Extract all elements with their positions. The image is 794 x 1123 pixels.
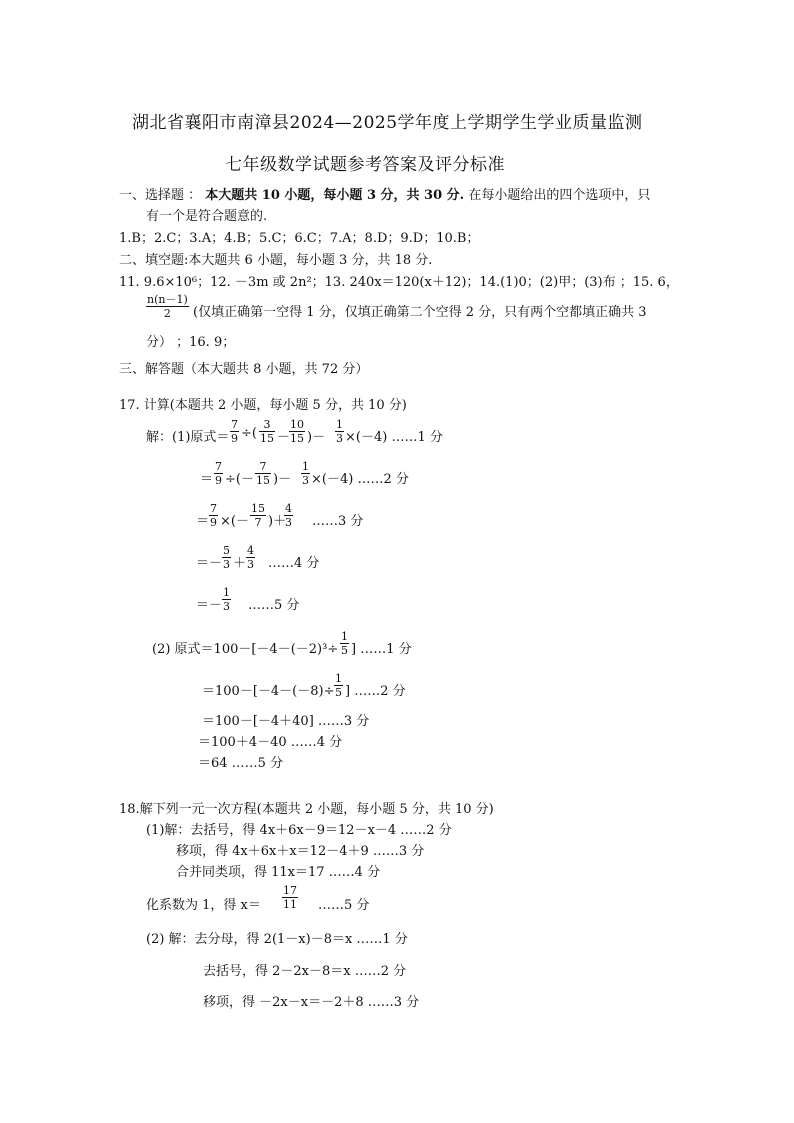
frac-num: 4 — [247, 544, 254, 557]
section3-heading: 三、解答题（本大题共 8 小题，共 72 分） — [119, 362, 369, 377]
q17-s3-b: )＋ — [268, 514, 287, 529]
frac-den: 5 — [335, 686, 342, 699]
q17-heading: 17. 计算(本题共 2 小题，每小题 5 分，共 10 分) — [119, 398, 407, 413]
frac-num: 1 — [336, 418, 343, 431]
frac-den: 3 — [336, 432, 343, 445]
frac-den: 3 — [302, 474, 309, 487]
q18-p1-s4-label: 化系数为 1，得 x＝ — [146, 898, 261, 913]
q18-heading: 18.解下列一元一次方程(本题共 2 小题，每小题 5 分，共 10 分) — [119, 802, 494, 817]
q17-s5-pre: ＝－ — [196, 598, 223, 613]
frac-num: 17 — [283, 884, 297, 897]
q17-s2-c: ×(－4) ……2 分 — [311, 472, 409, 487]
q18-p1-s4-end: ……5 分 — [318, 898, 370, 913]
frac-num: 7 — [210, 502, 217, 515]
frac-num: 7 — [231, 418, 238, 431]
frac-num: 3 — [259, 418, 275, 432]
fraction-7-9 — [214, 460, 223, 487]
fraction-numerator: n(n－1) — [147, 293, 188, 306]
frac-num: 15 — [251, 502, 265, 515]
q18-p1-s3: 合并同类项，得 11x＝17 ……4 分 — [176, 865, 381, 880]
fraction-4-3 — [246, 544, 255, 571]
fraction-1-3 — [335, 418, 344, 445]
q17-s1-d: ×(－4) ……1 分 — [345, 430, 443, 445]
fraction-10-15 — [289, 418, 305, 445]
q18-p1-s2: 移项，得 4x＋6x＋x＝12－4＋9 ……3 分 — [176, 844, 425, 859]
fraction-5-3 — [222, 544, 231, 571]
frac-den: 3 — [247, 558, 254, 571]
q17-p2-s2: ＝100－[－4－(－8)÷ — [202, 684, 335, 699]
document-title: 湖北省襄阳市南漳县2024—2025学年度上学期学生学业质量监测 — [132, 113, 643, 133]
q17-s5-c: ……5 分 — [248, 598, 300, 613]
fraction-7-9 — [230, 418, 239, 445]
q17-p2-s4: ＝100＋4－40 ……4 分 — [198, 735, 343, 750]
frac-num: 1 — [335, 672, 342, 685]
frac-den: 11 — [283, 898, 297, 911]
q17-s2-b: )－ — [273, 472, 292, 487]
frac-den: 9 — [210, 516, 217, 529]
frac-num: 10 — [290, 418, 304, 431]
frac-den: 3 — [223, 558, 230, 571]
fraction-15-7 — [250, 502, 266, 529]
frac-den: 9 — [215, 474, 222, 487]
frac-den: 7 — [254, 516, 262, 529]
section1-heading: 一、选择题 ： — [119, 188, 202, 203]
q17-s2-a: ÷(－ — [225, 472, 254, 487]
q18-p2-s1: (2) 解：去分母，得 2(1－x)－8＝x ……1 分 — [146, 932, 408, 947]
frac-num: 1 — [302, 460, 309, 473]
q17-s3-a: ×(－ — [220, 514, 249, 529]
frac-den: 5 — [341, 644, 348, 657]
frac-den: 3 — [285, 516, 292, 529]
frac-num: 7 — [255, 460, 271, 474]
q17-p2-s5: ＝64 ……5 分 — [198, 756, 284, 771]
q18-p2-s3: 移项，得 －2x－x＝－2＋8 ……3 分 — [203, 995, 420, 1010]
section1-heading-line — [119, 184, 650, 203]
q17-s2-pre: ＝ — [200, 472, 214, 487]
q17-s4-pre: ＝－ — [196, 556, 223, 571]
fraction-denominator: 2 — [163, 307, 171, 320]
section2-line2: (仅填正确第一空得 1 分，仅填正确第二个空得 2 分，只有两个空都填正确共 3 — [193, 305, 647, 320]
fraction-1-3 — [301, 460, 310, 487]
fraction-1-5 — [334, 672, 343, 699]
q17-p2-s3: ＝100－[－4＋40] ……3 分 — [202, 714, 370, 729]
q17-p1-label: 解：(1)原式＝ — [146, 430, 230, 445]
fraction-3-15 — [259, 418, 275, 445]
q17-s3-c: ……3 分 — [312, 514, 364, 529]
frac-num: 1 — [341, 630, 348, 643]
frac-den: 9 — [231, 432, 238, 445]
q17-s1-a: ÷( — [241, 426, 257, 441]
fraction-1-3 — [222, 586, 231, 613]
q18-p1-s1: (1)解：去括号，得 4x＋6x－9＝12－x－4 ……2 分 — [146, 823, 452, 838]
section2-line1: 11. 9.6×10⁶；12. －3m 或 2n²；13. 240x＝120(x＋12)；14.(1)0；(2)甲；(3)布 ；15. 6， — [119, 275, 679, 290]
document-subtitle: 七年级数学试题参考答案及评分标准 — [225, 155, 505, 175]
fraction-4-3 — [284, 502, 293, 529]
section1-answers: 1.B；2.C；3.A；4.B；5.C；6.C；7.A；8.D；9.D；10.B； — [119, 231, 480, 246]
q17-p2-label: (2) 原式＝100－[－4－(－2)³÷ — [152, 642, 339, 657]
section1-desc-bold: 本大题共 10 小题，每小题 3 分，共 30 分. — [205, 188, 465, 203]
frac-den: 15 — [256, 474, 270, 487]
q17-s4-c: ……4 分 — [268, 556, 320, 571]
q17-s1-c: )－ — [307, 430, 326, 445]
frac-num: 4 — [285, 502, 292, 515]
section1-desc-rest: 在每小题给出的四个选项中，只 — [468, 188, 651, 203]
section1-desc-line2: 有一个是符合题意的. — [146, 209, 268, 224]
q17-p2-s2-end: ] ……2 分 — [345, 684, 406, 699]
frac-num: 1 — [223, 586, 230, 599]
frac-den: 15 — [260, 432, 274, 445]
q18-p2-s2: 去括号，得 2－2x－8＝x ……2 分 — [203, 964, 407, 979]
fraction-1-5 — [340, 630, 349, 657]
frac-den: 15 — [290, 432, 304, 445]
section2-line3: 分） ；16. 9； — [146, 335, 236, 350]
fraction-7-15 — [255, 460, 271, 487]
fraction-n-n-minus-1-over-2 — [146, 293, 189, 320]
frac-num: 7 — [215, 460, 222, 473]
fraction-17-11 — [282, 884, 298, 911]
section2-heading: 二、填空题:本大题共 6 小题，每小题 3 分，共 18 分. — [119, 253, 433, 268]
q17-p2-end: ] ……1 分 — [351, 642, 412, 657]
frac-num: 5 — [223, 544, 230, 557]
fraction-7-9 — [209, 502, 218, 529]
q17-s3-pre: ＝ — [196, 514, 210, 529]
frac-den: 3 — [223, 600, 230, 613]
q17-s4-a: ＋ — [233, 556, 247, 571]
q17-s1-b: － — [277, 430, 291, 445]
